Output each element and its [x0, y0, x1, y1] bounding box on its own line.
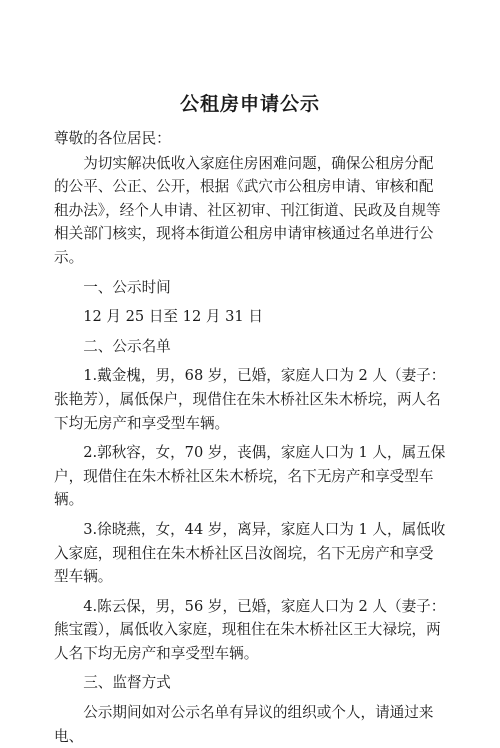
closing-paragraph: 公示期间如对公示名单有异议的组织或个人，请通过来电、: [54, 704, 434, 745]
intro-paragraph: 为切实解决低收入家庭住房困难问题，确保公租房分配的公平、公正、公开，根据《武穴市公租房申请、审核和配租办法》，经个人申请、社区初审、刊江街道、民政及自规等相关部门核实，现将本街道公租房申请审核通过名单进行公示。: [54, 154, 441, 266]
section-heading-time: 一、公示时间: [83, 278, 171, 296]
publicity-period: 12 月 25 日至 12 月 31 日: [83, 308, 263, 326]
list-item: 3.徐晓燕，女，44 岁，离异，家庭人口为 1 人，属低收入家庭，现租住在朱木桥社区吕汝阁垸，名下无房产和享受型车辆。: [54, 520, 446, 586]
greeting: 尊敬的各位居民：: [54, 130, 171, 147]
list-item: 4.陈云保，男，56 岁，已婚，家庭人口为 2 人（妻子：熊宝霞），属低收入家庭，现租住在朱木桥社区王大禄垸，两人名下均无房产和享受型车辆。: [54, 597, 446, 662]
list-item: 2.郭秋容，女，70 岁，丧偶，家庭人口为 1 人，属五保户，现借住在朱木桥社区朱木桥垸，名下无房产和享受型车辆。: [54, 444, 446, 509]
section-heading-list: 二、公示名单: [83, 337, 171, 355]
document-title: 公租房申请公示: [179, 93, 320, 115]
list-item: 1.戴金槐，男，68 岁，已婚，家庭人口为 2 人（妻子：张艳芳），属低保户，现借住在朱木桥社区朱木桥垸，两人名下均无房产和享受型车辆。: [54, 367, 446, 432]
document-body: [54, 127, 446, 748]
section-heading-supervision: 三、监督方式: [83, 674, 171, 692]
